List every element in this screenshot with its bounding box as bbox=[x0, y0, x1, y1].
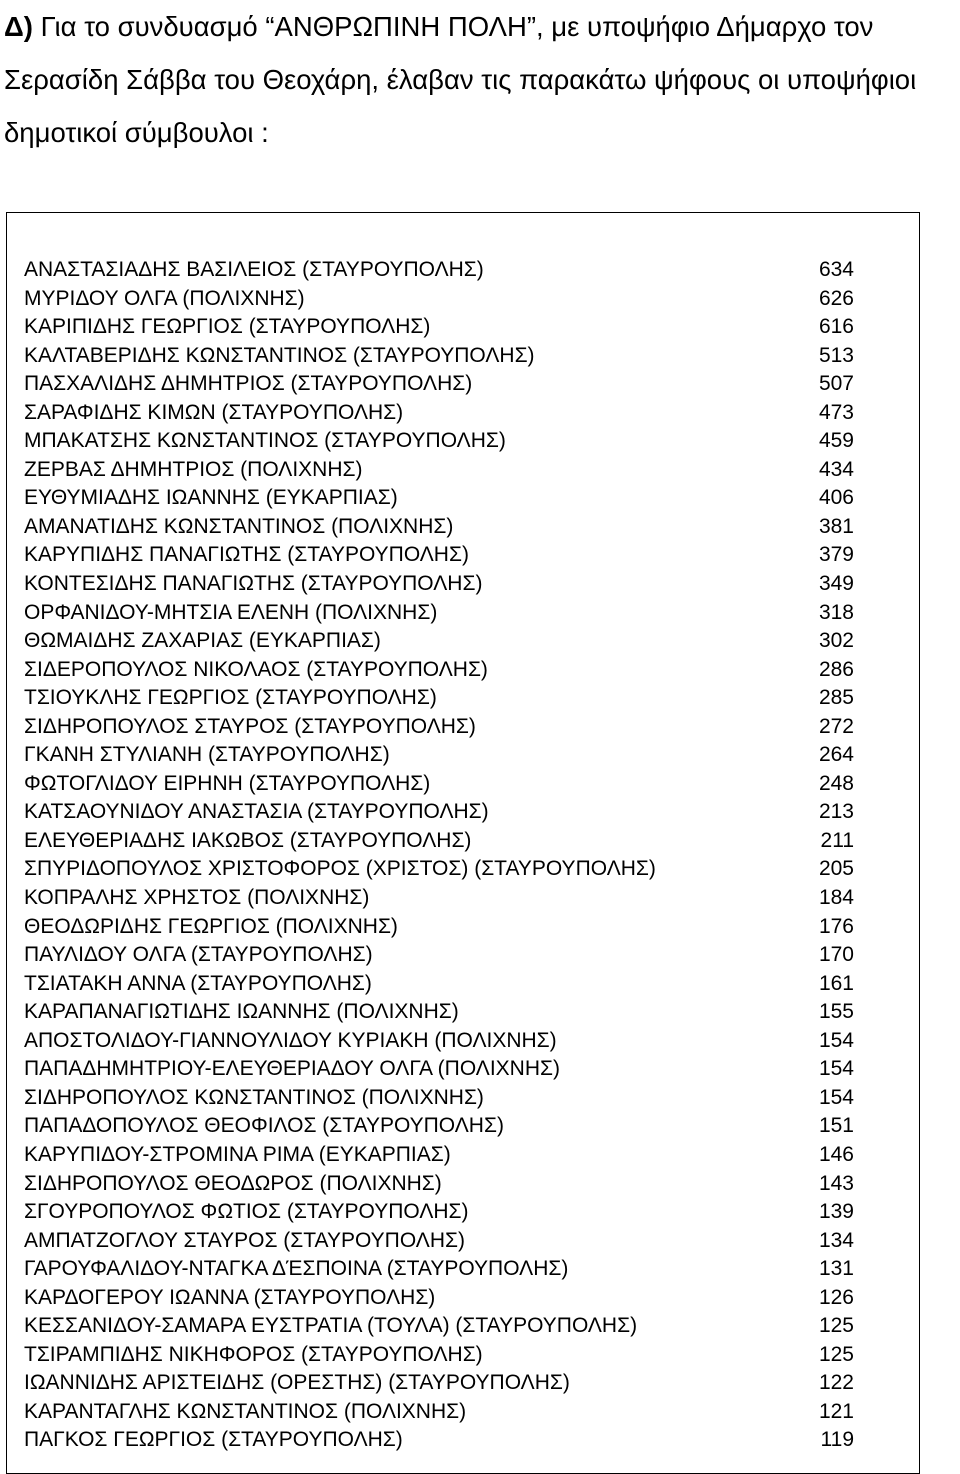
candidate-row bbox=[20, 913, 860, 942]
candidate-votes: 176 bbox=[818, 914, 854, 938]
candidate-row bbox=[20, 855, 860, 884]
candidate-votes: 318 bbox=[818, 600, 854, 624]
candidate-votes: 125 bbox=[818, 1314, 854, 1338]
candidate-votes: 264 bbox=[818, 743, 854, 767]
candidate-name: ΚΑΡΑΠΑΝΑΓΙΩΤΙΔΗΣ ΙΩΑΝΝΗΣ (ΠΟΛΙΧΝΗΣ) bbox=[24, 1000, 459, 1024]
candidate-votes: 634 bbox=[818, 258, 854, 281]
candidate-row bbox=[20, 399, 860, 428]
candidate-name: ΚΟΝΤΕΣΙΔΗΣ ΠΑΝΑΓΙΩΤΗΣ (ΣΤΑΥΡΟΥΠΟΛΗΣ) bbox=[24, 572, 483, 596]
candidate-row bbox=[20, 770, 860, 799]
candidate-row bbox=[20, 1369, 860, 1398]
candidate-row bbox=[20, 1170, 860, 1199]
candidate-votes: 381 bbox=[818, 514, 854, 538]
candidate-votes: 616 bbox=[818, 315, 854, 339]
candidate-votes: 161 bbox=[818, 971, 854, 995]
candidate-name: ΕΛΕΥΘΕΡΙΑΔΗΣ ΙΑΚΩΒΟΣ (ΣΤΑΥΡΟΥΠΟΛΗΣ) bbox=[24, 828, 472, 852]
candidate-votes: 154 bbox=[818, 1028, 854, 1052]
candidate-row bbox=[20, 713, 860, 742]
candidate-votes: 154 bbox=[818, 1085, 854, 1109]
candidate-list bbox=[20, 256, 860, 1455]
candidate-name: ΚΑΡΑΝΤΑΓΛΗΣ ΚΩΝΣΤΑΝΤΙΝΟΣ (ΠΟΛΙΧΝΗΣ) bbox=[24, 1399, 467, 1423]
section-text: Για το συνδυασμό “ΑΝΘΡΩΠΙΝΗ ΠΟΛΗ”, με υποψήφιο Δήμαρχο τον Σερασίδη Σάββα του Θεοχάρη, έλαβαν τις παρακάτω ψήφους οι υποψήφιοι δημοτικοί σύμβουλοι : bbox=[4, 11, 917, 148]
candidate-name: ΚΑΡΥΠΙΔΟΥ-ΣΤΡΟΜΙΝΑ ΡΙΜΑ (ΕΥΚΑΡΠΙΑΣ) bbox=[24, 1142, 451, 1166]
candidate-row bbox=[20, 541, 860, 570]
candidate-votes: 286 bbox=[818, 657, 854, 681]
candidate-row bbox=[20, 570, 860, 599]
candidate-votes: 134 bbox=[818, 1228, 854, 1252]
candidate-name: ΤΣΙΡΑΜΠΙΔΗΣ ΝΙΚΗΦΟΡΟΣ (ΣΤΑΥΡΟΥΠΟΛΗΣ) bbox=[24, 1342, 483, 1366]
candidate-votes: 302 bbox=[818, 629, 854, 653]
candidate-name: ΦΩΤΟΓΛΙΔΟΥ ΕΙΡΗΝΗ (ΣΤΑΥΡΟΥΠΟΛΗΣ) bbox=[24, 771, 431, 795]
candidate-votes: 379 bbox=[818, 543, 854, 567]
candidate-row bbox=[20, 827, 860, 856]
candidate-name: ΣΠΥΡΙΔΟΠΟΥΛΟΣ ΧΡΙΣΤΟΦΟΡΟΣ (ΧΡΙΣΤΟΣ) (ΣΤΑΥΡΟΥΠΟΛΗΣ) bbox=[24, 857, 656, 881]
candidate-row bbox=[20, 1027, 860, 1056]
candidate-votes: 131 bbox=[818, 1257, 854, 1281]
candidate-row bbox=[20, 1398, 860, 1427]
candidate-name: ΠΑΣΧΑΛΙΔΗΣ ΔΗΜΗΤΡΙΟΣ (ΣΤΑΥΡΟΥΠΟΛΗΣ) bbox=[24, 372, 473, 396]
candidate-row bbox=[20, 513, 860, 542]
candidate-row bbox=[20, 941, 860, 970]
candidate-votes: 139 bbox=[818, 1200, 854, 1224]
section-heading bbox=[4, 0, 954, 159]
candidate-votes: 126 bbox=[818, 1285, 854, 1309]
section-label: Δ) bbox=[4, 11, 33, 42]
candidate-name: ΜΥΡΙΔΟΥ ΟΛΓΑ (ΠΟΛΙΧΝΗΣ) bbox=[24, 286, 305, 310]
candidate-name: ΖΕΡΒΑΣ ΔΗΜΗΤΡΙΟΣ (ΠΟΛΙΧΝΗΣ) bbox=[24, 457, 363, 481]
candidate-votes: 184 bbox=[818, 886, 854, 910]
candidate-name: ΣΙΔΕΡΟΠΟΥΛΟΣ ΝΙΚΟΛΑΟΣ (ΣΤΑΥΡΟΥΠΟΛΗΣ) bbox=[24, 657, 488, 681]
candidate-votes: 154 bbox=[818, 1057, 854, 1081]
candidate-name: ΤΣΙΑΤΑΚΗ ΑΝΝΑ (ΣΤΑΥΡΟΥΠΟΛΗΣ) bbox=[24, 971, 372, 995]
candidate-name: ΚΟΠΡΑΛΗΣ ΧΡΗΣΤΟΣ (ΠΟΛΙΧΝΗΣ) bbox=[24, 886, 370, 910]
candidate-name: ΓΚΑΝΗ ΣΤΥΛΙΑΝΗ (ΣΤΑΥΡΟΥΠΟΛΗΣ) bbox=[24, 743, 390, 767]
candidate-row bbox=[20, 370, 860, 399]
candidate-votes: 473 bbox=[818, 400, 854, 424]
candidate-votes: 285 bbox=[818, 686, 854, 710]
candidate-votes: 170 bbox=[818, 943, 854, 967]
candidate-row bbox=[20, 427, 860, 456]
candidate-name: ΠΑΠΑΔΗΜΗΤΡΙΟΥ-ΕΛΕΥΘΕΡΙΑΔΟΥ ΟΛΓΑ (ΠΟΛΙΧΝΗΣ) bbox=[24, 1057, 560, 1081]
candidate-name: ΙΩΑΝΝΙΔΗΣ ΑΡΙΣΤΕΙΔΗΣ (ΟΡΕΣΤΗΣ) (ΣΤΑΥΡΟΥΠΟΛΗΣ) bbox=[24, 1371, 570, 1395]
candidate-name: ΘΩΜΑΙΔΗΣ ΖΑΧΑΡΙΑΣ (ΕΥΚΑΡΠΙΑΣ) bbox=[24, 629, 381, 653]
candidate-name: ΚΑΡΥΠΙΔΗΣ ΠΑΝΑΓΙΩΤΗΣ (ΣΤΑΥΡΟΥΠΟΛΗΣ) bbox=[24, 543, 469, 567]
candidate-name: ΣΙΔΗΡΟΠΟΥΛΟΣ ΣΤΑΥΡΟΣ (ΣΤΑΥΡΟΥΠΟΛΗΣ) bbox=[24, 714, 476, 738]
candidate-votes: 459 bbox=[818, 429, 854, 453]
candidate-row bbox=[20, 1141, 860, 1170]
candidate-row bbox=[20, 684, 860, 713]
candidate-row bbox=[20, 627, 860, 656]
candidate-row bbox=[20, 484, 860, 513]
candidate-votes: 155 bbox=[818, 1000, 854, 1024]
candidate-votes: 513 bbox=[818, 343, 854, 367]
candidate-votes: 248 bbox=[818, 771, 854, 795]
candidate-row bbox=[20, 970, 860, 999]
candidate-row bbox=[20, 599, 860, 628]
candidate-row bbox=[20, 456, 860, 485]
candidate-name: ΚΑΤΣΑΟΥΝΙΔΟΥ ΑΝΑΣΤΑΣΙΑ (ΣΤΑΥΡΟΥΠΟΛΗΣ) bbox=[24, 800, 489, 824]
candidate-row bbox=[20, 256, 860, 285]
candidate-name: ΚΑΛΤΑΒΕΡΙΔΗΣ ΚΩΝΣΤΑΝΤΙΝΟΣ (ΣΤΑΥΡΟΥΠΟΛΗΣ) bbox=[24, 343, 535, 367]
candidate-row bbox=[20, 285, 860, 314]
candidate-name: ΑΠΟΣΤΟΛΙΔΟΥ-ΓΙΑΝΝΟΥΛΙΔΟΥ ΚΥΡΙΑΚΗ (ΠΟΛΙΧΝΗΣ) bbox=[24, 1028, 557, 1052]
candidate-votes: 205 bbox=[818, 857, 854, 881]
candidate-name: ΑΝΑΣΤΑΣΙΑΔΗΣ ΒΑΣΙΛΕΙΟΣ (ΣΤΑΥΡΟΥΠΟΛΗΣ) bbox=[24, 258, 484, 281]
candidate-name: ΜΠΑΚΑΤΣΗΣ ΚΩΝΣΤΑΝΤΙΝΟΣ (ΣΤΑΥΡΟΥΠΟΛΗΣ) bbox=[24, 429, 506, 453]
candidate-row bbox=[20, 884, 860, 913]
candidate-row bbox=[20, 1426, 860, 1455]
candidate-row bbox=[20, 1084, 860, 1113]
candidate-votes: 211 bbox=[820, 828, 854, 852]
candidate-name: ΚΑΡΙΠΙΔΗΣ ΓΕΩΡΓΙΟΣ (ΣΤΑΥΡΟΥΠΟΛΗΣ) bbox=[24, 315, 431, 339]
candidate-votes: 406 bbox=[818, 486, 854, 510]
candidate-row bbox=[20, 741, 860, 770]
candidate-name: ΠΑΠΑΔΟΠΟΥΛΟΣ ΘΕΟΦΙΛΟΣ (ΣΤΑΥΡΟΥΠΟΛΗΣ) bbox=[24, 1114, 504, 1138]
candidate-votes: 119 bbox=[820, 1428, 854, 1452]
candidate-votes: 122 bbox=[818, 1371, 854, 1395]
candidate-row bbox=[20, 798, 860, 827]
candidate-votes: 272 bbox=[818, 714, 854, 738]
candidate-row bbox=[20, 342, 860, 371]
candidate-row bbox=[20, 1055, 860, 1084]
candidate-votes: 146 bbox=[818, 1142, 854, 1166]
candidate-name: ΚΑΡΔΟΓΕΡΟΥ ΙΩΑΝΝΑ (ΣΤΑΥΡΟΥΠΟΛΗΣ) bbox=[24, 1285, 436, 1309]
candidate-votes: 349 bbox=[818, 572, 854, 596]
candidate-name: ΟΡΦΑΝΙΔΟΥ-ΜΗΤΣΙΑ ΕΛΕΝΗ (ΠΟΛΙΧΝΗΣ) bbox=[24, 600, 438, 624]
candidate-name: ΠΑΓΚΟΣ ΓΕΩΡΓΙΟΣ (ΣΤΑΥΡΟΥΠΟΛΗΣ) bbox=[24, 1428, 403, 1452]
candidate-votes: 151 bbox=[818, 1114, 854, 1138]
candidate-row bbox=[20, 1255, 860, 1284]
candidate-name: ΣΙΔΗΡΟΠΟΥΛΟΣ ΚΩΝΣΤΑΝΤΙΝΟΣ (ΠΟΛΙΧΝΗΣ) bbox=[24, 1085, 484, 1109]
candidate-name: ΕΥΘΥΜΙΑΔΗΣ ΙΩΑΝΝΗΣ (ΕΥΚΑΡΠΙΑΣ) bbox=[24, 486, 398, 510]
candidate-row bbox=[20, 1227, 860, 1256]
candidate-row bbox=[20, 313, 860, 342]
candidate-name: ΘΕΟΔΩΡΙΔΗΣ ΓΕΩΡΓΙΟΣ (ΠΟΛΙΧΝΗΣ) bbox=[24, 914, 398, 938]
candidate-votes: 213 bbox=[818, 800, 854, 824]
candidate-name: ΚΕΣΣΑΝΙΔΟΥ-ΣΑΜΑΡΑ ΕΥΣΤΡΑΤΙΑ (ΤΟΥΛΑ) (ΣΤΑΥΡΟΥΠΟΛΗΣ) bbox=[24, 1314, 638, 1338]
candidate-votes: 125 bbox=[818, 1342, 854, 1366]
candidate-name: ΑΜΑΝΑΤΙΔΗΣ ΚΩΝΣΤΑΝΤΙΝΟΣ (ΠΟΛΙΧΝΗΣ) bbox=[24, 514, 454, 538]
candidate-name: ΓΑΡΟΥΦΑΛΙΔΟΥ-ΝΤΑΓΚΑ ΔΈΣΠΟΙΝΑ (ΣΤΑΥΡΟΥΠΟΛΗΣ) bbox=[24, 1257, 569, 1281]
candidate-row bbox=[20, 1198, 860, 1227]
candidate-name: ΣΙΔΗΡΟΠΟΥΛΟΣ ΘΕΟΔΩΡΟΣ (ΠΟΛΙΧΝΗΣ) bbox=[24, 1171, 442, 1195]
candidate-row bbox=[20, 1312, 860, 1341]
candidate-row bbox=[20, 656, 860, 685]
candidate-name: ΤΣΙΟΥΚΛΗΣ ΓΕΩΡΓΙΟΣ (ΣΤΑΥΡΟΥΠΟΛΗΣ) bbox=[24, 686, 437, 710]
candidate-votes: 143 bbox=[818, 1171, 854, 1195]
candidate-name: ΣΑΡΑΦΙΔΗΣ ΚΙΜΩΝ (ΣΤΑΥΡΟΥΠΟΛΗΣ) bbox=[24, 400, 404, 424]
candidate-row bbox=[20, 998, 860, 1027]
candidate-votes: 507 bbox=[818, 372, 854, 396]
candidate-row bbox=[20, 1284, 860, 1313]
candidate-row bbox=[20, 1112, 860, 1141]
candidate-votes: 626 bbox=[818, 286, 854, 310]
candidate-votes: 121 bbox=[818, 1399, 854, 1423]
candidate-row bbox=[20, 1341, 860, 1370]
candidate-name: ΑΜΠΑΤΖΟΓΛΟΥ ΣΤΑΥΡΟΣ (ΣΤΑΥΡΟΥΠΟΛΗΣ) bbox=[24, 1228, 465, 1252]
candidate-name: ΠΑΥΛΙΔΟΥ ΟΛΓΑ (ΣΤΑΥΡΟΥΠΟΛΗΣ) bbox=[24, 943, 373, 967]
candidate-votes: 434 bbox=[818, 457, 854, 481]
candidate-name: ΣΓΟΥΡΟΠΟΥΛΟΣ ΦΩΤΙΟΣ (ΣΤΑΥΡΟΥΠΟΛΗΣ) bbox=[24, 1200, 469, 1224]
